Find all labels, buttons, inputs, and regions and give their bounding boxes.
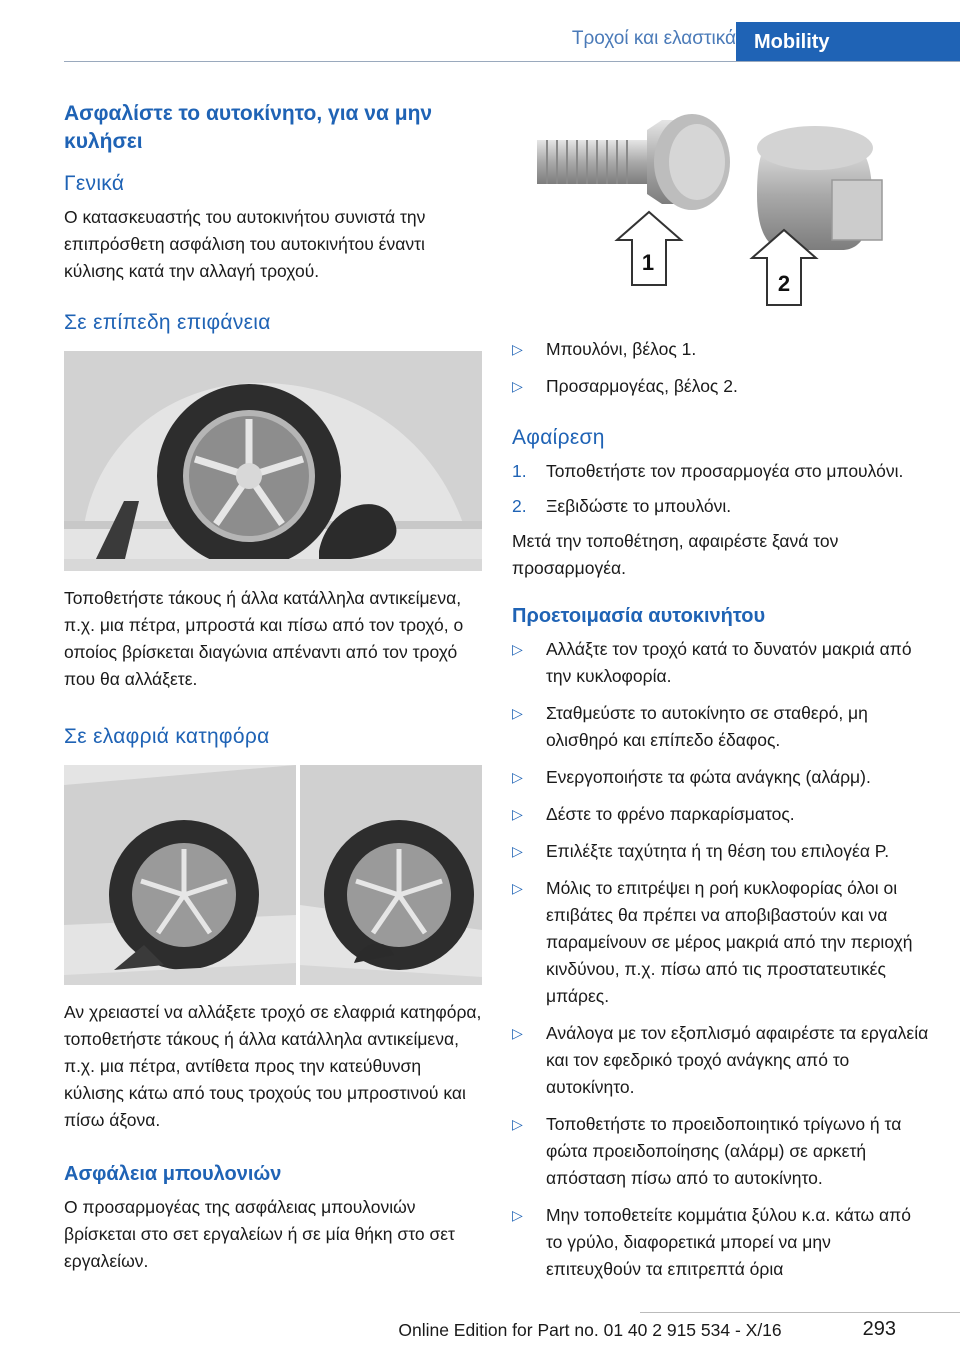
prep-heading: Προετοιμασία αυτοκινήτου <box>512 605 766 627</box>
triangle-bullet-icon: ▷ <box>512 880 523 896</box>
slope-wheels-illustration <box>64 765 482 985</box>
footer-rule <box>640 1312 960 1313</box>
slope-text: Αν χρειαστεί να αλλάξετε τροχό σε ελαφριά κατηφόρα, τοποθετήστε τάκους ή άλλα κατάλληλα αντικείμενα, π.χ. μια πέτρα, αντίθετα προς την κατεύθυνση κύλισης κάτω από τους τροχούς του μπροστινού και πίσω άξονα. <box>64 1002 482 1130</box>
page-number: 293 <box>862 1318 896 1340</box>
list-item: ▷ Επιλέξτε ταχύτητα ή τη θέση του επιλογέα P. <box>512 838 930 865</box>
header-chapter-tab: Mobility <box>736 22 960 62</box>
triangle-bullet-icon: ▷ <box>512 1207 523 1223</box>
triangle-bullet-icon: ▷ <box>512 1025 523 1041</box>
bolt-adapter-illustration <box>512 100 930 318</box>
remove-heading: Αφαίρεση <box>512 426 605 449</box>
list-item: ▷ Δέστε το φρένο παρκαρίσματος. <box>512 801 930 828</box>
list-item: ▷ Μόλις το επιτρέψει η ροή κυκλοφορίας όλοι οι επιβάτες θα πρέπει να αποβιβαστούν και να παραμείνουν σε μέρος μακριά από την περιοχή κινδύνου, π.χ. πίσω από τις προστατευτικές μπάρες. <box>512 875 930 1010</box>
right-column <box>512 100 930 1293</box>
list-item: 2. Ξεβιδώστε το μπουλόνι. <box>512 496 732 516</box>
triangle-bullet-icon: ▷ <box>512 769 523 785</box>
triangle-bullet-icon: ▷ <box>512 806 523 822</box>
list-item: ▷ Ενεργοποιήστε τα φώτα ανάγκης (αλάρμ). <box>512 764 930 791</box>
general-heading: Γενικά <box>64 172 125 195</box>
callout-2-label: 2 <box>777 271 791 296</box>
bolt-lock-text: Ο προσαρμογέας της ασφάλειας μπουλονιών βρίσκεται στο σετ εργαλείων ή σε μία θήκη στο σετ εργαλείων. <box>64 1197 455 1271</box>
flat-surface-text: Τοποθετήστε τάκους ή άλλα κατάλληλα αντικείμενα, π.χ. μια πέτρα, μπροστά και πίσω από τον τροχό, ο οποίος βρίσκεται διαγώνια απέναντι από τον τροχό που θα αλλάξετε. <box>64 588 464 689</box>
remove-steps <box>512 458 930 520</box>
general-text: Ο κατασκευαστής του αυτοκινήτου συνιστά την επιπρόσθετη ασφάλιση του αυτοκινήτου έναντι κύλισης κατά την αλλαγή τροχού. <box>64 207 426 281</box>
prep-list <box>512 636 930 1283</box>
remove-after-text: Μετά την τοποθέτηση, αφαιρέστε ξανά τον προσαρμογέα. <box>512 531 839 578</box>
list-item: ▷ Μπουλόνι, βέλος 1. <box>512 336 930 363</box>
bolt-lock-heading: Ασφάλεια μπουλονιών <box>64 1163 282 1185</box>
wheel-chock-slope-image <box>64 765 482 985</box>
triangle-bullet-icon: ▷ <box>512 341 523 357</box>
list-item: ▷ Σταθμεύστε το αυτοκίνητο σε σταθερό, μη ολισθηρό και επίπεδο έδαφος. <box>512 700 930 754</box>
list-item: ▷ Ανάλογα με τον εξοπλισμό αφαιρέστε τα εργαλεία και τον εφεδρικό τροχό ανάγκης από το αυτοκίνητο. <box>512 1020 930 1101</box>
triangle-bullet-icon: ▷ <box>512 1116 523 1132</box>
triangle-bullet-icon: ▷ <box>512 378 523 394</box>
triangle-bullet-icon: ▷ <box>512 705 523 721</box>
bolt-and-adapter-image <box>512 100 930 318</box>
header-section-title: Τροχοί και ελαστικά <box>571 28 736 49</box>
list-item: ▷ Τοποθετήστε το προειδοποιητικό τρίγωνο ή τα φώτα προειδοποίησης (αλάρμ) σε αρκετή απόσταση πίσω από το αυτοκίνητο. <box>512 1111 930 1192</box>
list-item: ▷ Αλλάξτε τον τροχό κατά το δυνατόν μακριά από την κυκλοφορία. <box>512 636 930 690</box>
flat-surface-wheel-illustration <box>64 351 482 571</box>
callout-1-label: 1 <box>641 250 655 275</box>
list-item: ▷ Μην τοποθετείτε κομμάτια ξύλου κ.α. κάτω από το γρύλο, διαφορετικά μπορεί να μην επιτευχθούν τα επιτρεπτά όρια <box>512 1202 930 1283</box>
section-title: Ασφαλίστε το αυτοκίνητο, για να μην κυλήσει <box>64 102 433 153</box>
list-item: 1. Τοποθετήστε τον προσαρμογέα στο μπουλόνι. <box>512 461 904 481</box>
flat-surface-heading: Σε επίπεδη επιφάνεια <box>64 311 271 334</box>
parts-list <box>512 336 930 400</box>
wheel-chock-flat-image <box>64 351 482 571</box>
left-column <box>64 100 482 1275</box>
header-rule <box>64 61 960 62</box>
triangle-bullet-icon: ▷ <box>512 641 523 657</box>
slope-heading: Σε ελαφριά κατηφόρα <box>64 725 270 748</box>
list-item: ▷ Προσαρμογέας, βέλος 2. <box>512 373 930 400</box>
triangle-bullet-icon: ▷ <box>512 843 523 859</box>
footer-edition: Online Edition for Part no. 01 40 2 915 534 - X/16 <box>398 1320 782 1340</box>
